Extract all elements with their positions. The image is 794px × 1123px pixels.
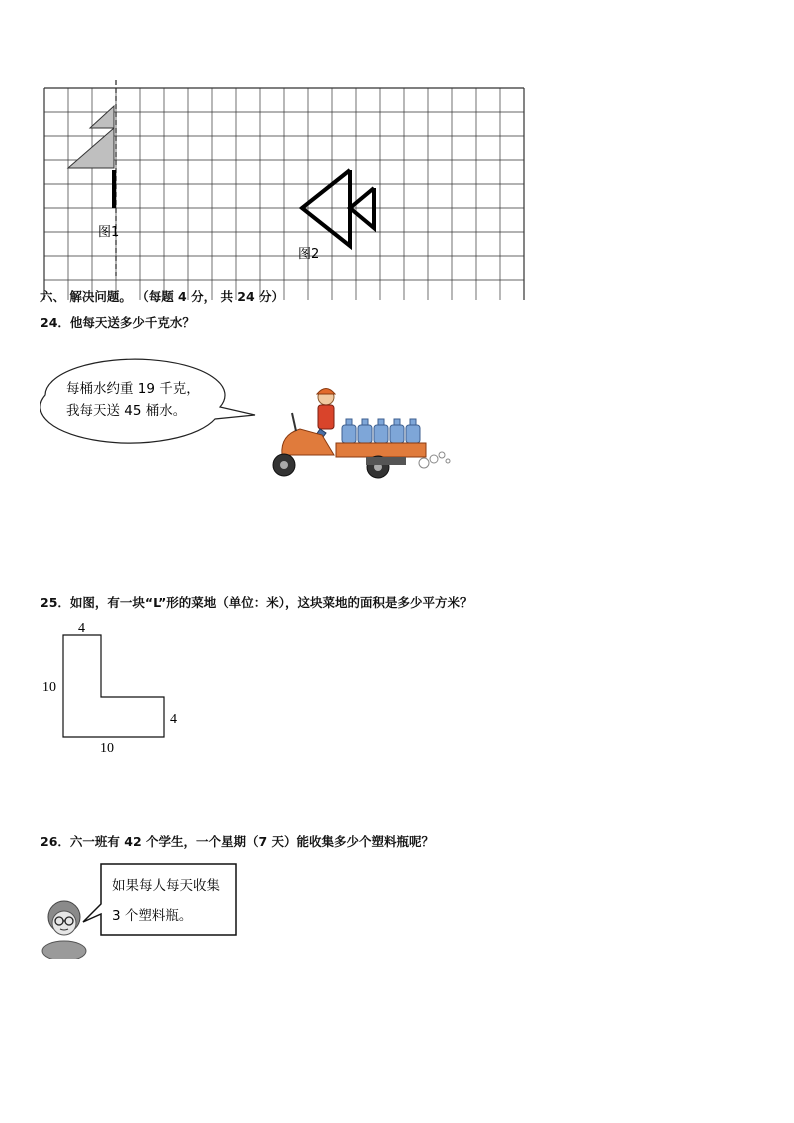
shaded-triangle-small: [90, 106, 114, 128]
bubble-line-2: 我每天送 45 桶水。: [66, 403, 187, 419]
dim-right: 4: [170, 712, 177, 727]
l-shape-figure: [40, 615, 210, 760]
fig1-label: 图1: [98, 225, 120, 240]
dim-left: 10: [42, 680, 56, 695]
section-title: 六、 解决问题。 （每题 4 分， 共 24 分）: [40, 289, 285, 304]
dim-top: 4: [78, 621, 85, 636]
box-line-2: 3 个塑料瓶。: [112, 908, 193, 924]
box-line-1: 如果每人每天收集: [112, 878, 220, 894]
delivery-tricycle-illustration: [262, 385, 462, 485]
question-25: 25．如图，有一块“L”形的菜地（单位：米），这块菜地的面积是多少平方米？: [40, 595, 473, 610]
shaded-triangle-large: [68, 128, 114, 168]
speech-bubble: [40, 355, 270, 445]
dim-bottom: 10: [100, 741, 114, 756]
question-26: 26．六一班有 42 个学生，一个星期（7 天）能收集多少个塑料瓶呢？: [40, 834, 435, 849]
fig2-label: 图2: [298, 247, 320, 262]
bubble-line-1: 每桶水约重 19 千克，: [66, 381, 200, 397]
question-24: 24．他每天送多少千克水？: [40, 315, 195, 330]
speech-box: [80, 862, 240, 940]
grid-figure: [0, 0, 794, 300]
